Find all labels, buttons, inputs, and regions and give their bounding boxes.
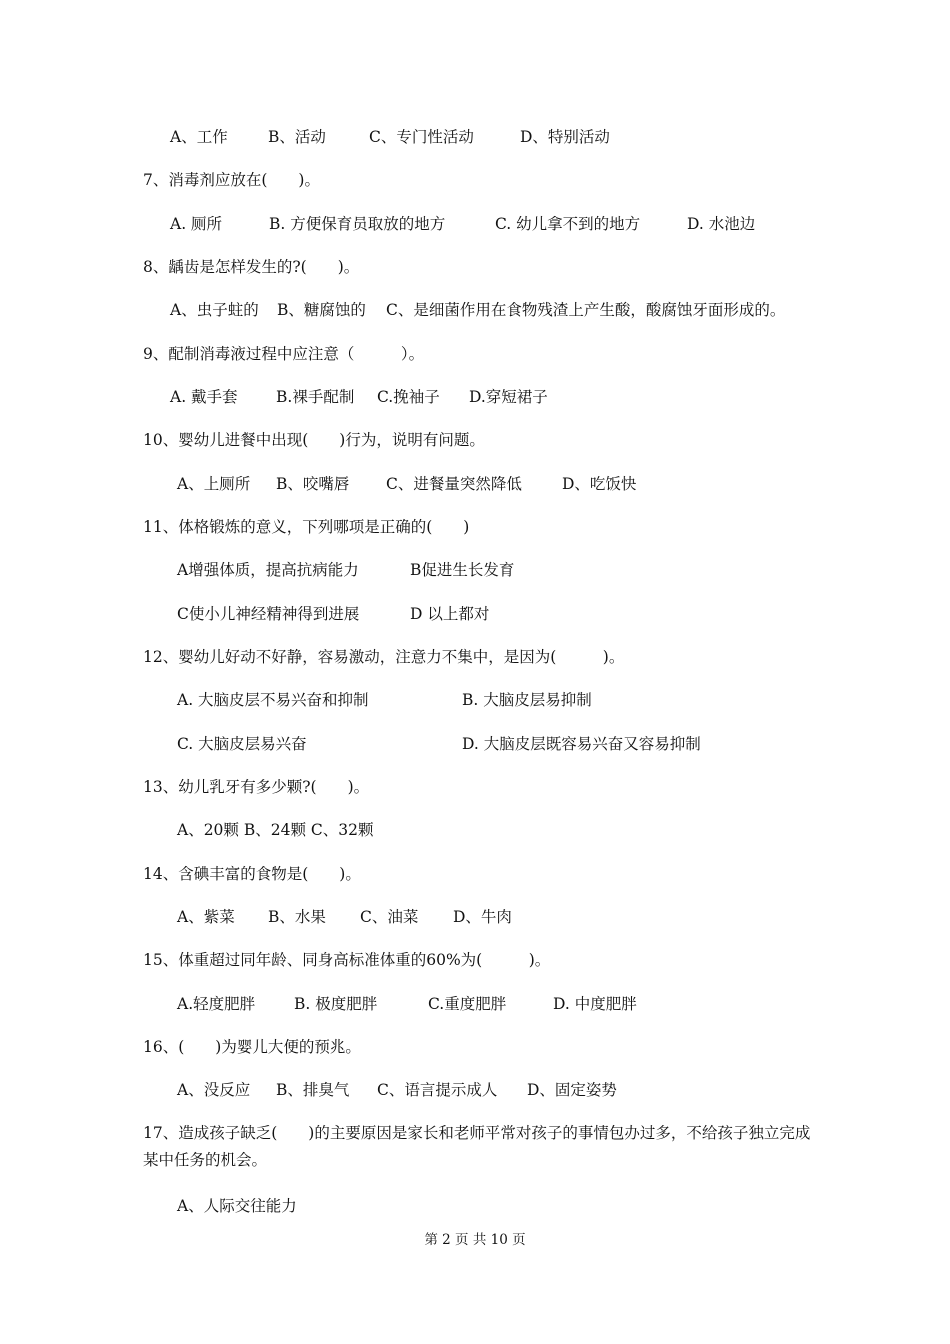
q12-option-d: D. 大脑皮层既容易兴奋又容易抑制 [462,735,701,753]
q9-option-c: C.挽袖子 [377,388,440,406]
q9-stem: 9、配制消毒液过程中应注意（ ）。 [143,345,425,363]
q7-stem: 7、消毒剂应放在( )。 [143,171,320,189]
page-footer: 第 2 页 共 10 页 [424,1232,526,1248]
q6-option-b: B、活动 [268,128,326,146]
q12-option-c: C. 大脑皮层易兴奋 [177,735,307,753]
q10-option-c: C、进餐量突然降低 [386,475,522,493]
q9-option-b: B.裸手配制 [276,388,355,406]
q16-option-a: A、没反应 [177,1081,251,1099]
q11-option-b: B促进生长发育 [410,561,515,579]
q7-option-b: B. 方便保育员取放的地方 [269,215,446,233]
q17-stem: 17、造成孩子缺乏( )的主要原因是家长和老师平常对孩子的事情包办过多，不给孩子独立完成某中任务的机会。 [143,1124,811,1169]
q12-option-a: A. 大脑皮层不易兴奋和抑制 [177,691,369,709]
q6-option-a: A、工作 [170,128,228,146]
q7-option-d: D. 水池边 [687,215,756,233]
q7-option-a: A. 厕所 [170,215,223,233]
q9-option-d: D.穿短裙子 [469,388,548,406]
q8-option-a: A、虫子蛀的 [170,301,259,319]
q8-stem: 8、龋齿是怎样发生的?( )。 [143,258,360,276]
q16-option-d: D、固定姿势 [527,1081,617,1099]
q9-option-a: A. 戴手套 [170,388,238,406]
q8-option-b: B、糖腐蚀的 [277,301,366,319]
q11-option-a: A增强体质，提高抗病能力 [177,561,359,579]
q14-option-d: D、牛肉 [453,908,512,926]
q15-option-d: D. 中度肥胖 [553,995,637,1013]
q10-stem: 10、婴幼儿进餐中出现( )行为，说明有问题。 [143,431,485,449]
q14-stem: 14、含碘丰富的食物是( )。 [143,865,361,883]
q14-option-c: C、油菜 [360,908,419,926]
q7-option-c: C. 幼儿拿不到的地方 [495,215,641,233]
q10-option-d: D、吃饭快 [562,475,637,493]
q6-option-c: C、专门性活动 [369,128,474,146]
q14-option-b: B、水果 [268,908,326,926]
q11-option-d: D 以上都对 [410,605,490,623]
q13-option-abc: A、20颗 B、24颗 C、32颗 [177,821,374,839]
q11-stem: 11、体格锻炼的意义，下列哪项是正确的( ) [143,518,470,536]
q15-option-c: C.重度肥胖 [428,995,507,1013]
q12-stem: 12、婴幼儿好动不好静，容易激动，注意力不集中，是因为( )。 [143,648,625,666]
q6-option-d: D、特别活动 [520,128,610,146]
q16-option-c: C、语言提示成人 [377,1081,498,1099]
q12-option-b: B. 大脑皮层易抑制 [462,691,592,709]
q16-option-b: B、排臭气 [276,1081,350,1099]
q16-stem: 16、( )为婴儿大便的预兆。 [143,1038,361,1056]
q14-option-a: A、紫菜 [177,908,235,926]
q10-option-a: A、上厕所 [177,475,251,493]
q17-option-a: A、人际交往能力 [177,1197,297,1215]
q10-option-b: B、咬嘴唇 [276,475,350,493]
q15-option-b: B. 极度肥胖 [294,995,378,1013]
q15-stem: 15、体重超过同年龄、同身高标准体重的60%为( )。 [143,951,551,969]
q8-option-c: C、是细菌作用在食物残渣上产生酸，酸腐蚀牙面形成的。 [386,301,786,319]
q11-option-c: C使小儿神经精神得到进展 [177,605,360,623]
q13-stem: 13、幼儿乳牙有多少颗?( )。 [143,778,370,796]
q15-option-a: A.轻度肥胖 [177,995,256,1013]
